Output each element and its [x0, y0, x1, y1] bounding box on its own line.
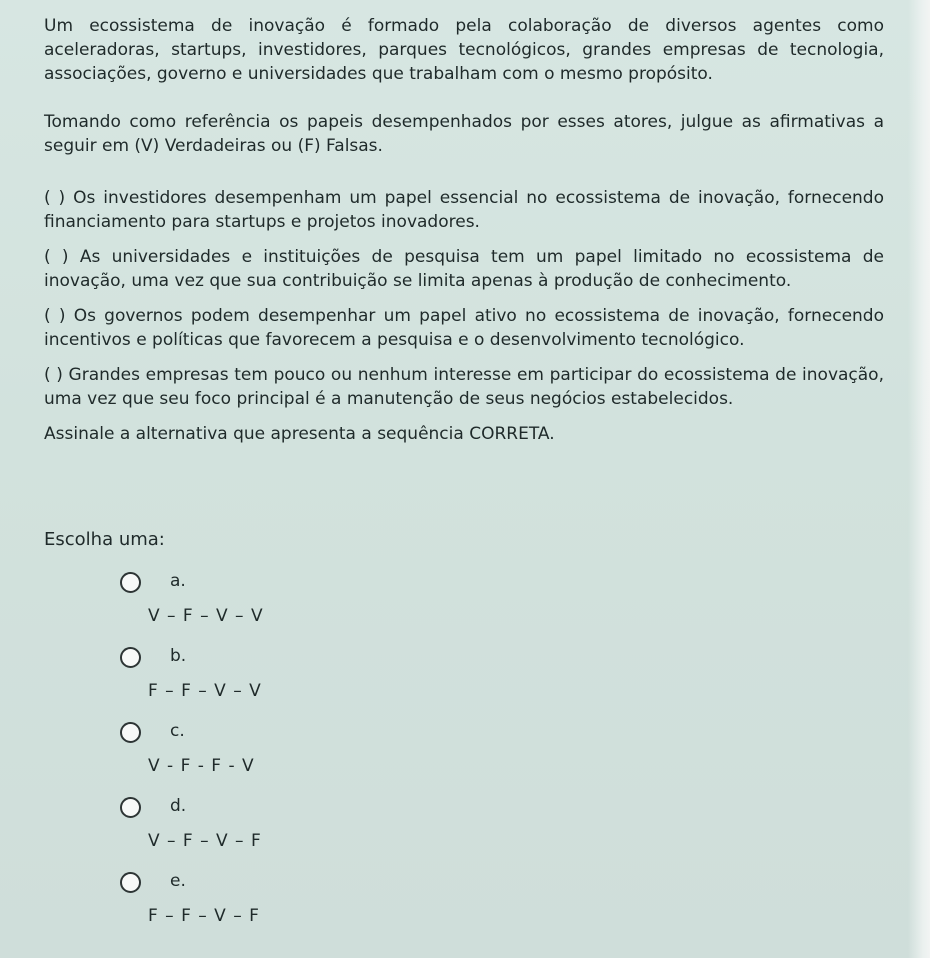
option-text: V - F - F - V [148, 756, 255, 776]
radio-button[interactable] [120, 722, 141, 743]
option-letter: a. [170, 571, 186, 591]
radio-button[interactable] [120, 572, 141, 593]
radio-button[interactable] [120, 872, 141, 893]
option-letter: b. [170, 646, 187, 666]
statement-item: ( ) Grandes empresas tem pouco ou nenhum interesse em participar do ecossistema de inovação, uma vez que seu foco principal é a manutenção de seus negócios estabelecidos. [44, 365, 884, 409]
statement-list [44, 186, 884, 411]
radio-button[interactable] [120, 797, 141, 818]
question-instruction: Tomando como referência os papeis desempenhados por esses atores, julgue as afirmativas a seguir em (V) Verdadeiras ou (F) Falsas. [44, 112, 884, 156]
option-text: V – F – V – F [148, 831, 262, 851]
choices-prompt: Escolha uma: [44, 529, 165, 550]
statement-item: ( ) Os governos podem desempenhar um papel ativo no ecossistema de inovação, fornecendo incentivos e políticas que favorecem a pesquisa e o desenvolvimento tecnológico. [44, 306, 884, 350]
question-text [44, 8, 884, 446]
option-b[interactable] [120, 647, 620, 722]
question-intro: Um ecossistema de inovação é formado pela colaboração de diversos agentes como aceleradoras, startups, investidores, parques tecnológicos, grandes empresas de tecnologia, associações, governo e universidades que trabalham com o mesmo propósito. [44, 16, 884, 84]
final-instruction: Assinale a alternativa que apresenta a sequência CORRETA. [44, 424, 555, 444]
option-a[interactable] [120, 572, 620, 647]
option-d[interactable] [120, 797, 620, 872]
option-e[interactable] [120, 872, 620, 947]
answer-options [120, 572, 620, 947]
option-text: V – F – V – V [148, 606, 264, 626]
option-c[interactable] [120, 722, 620, 797]
radio-button[interactable] [120, 647, 141, 668]
option-text: F – F – V – F [148, 906, 260, 926]
statement-item: ( ) Os investidores desempenham um papel essencial no ecossistema de inovação, fornecendo financiamento para startups e projetos inovadores. [44, 188, 884, 232]
option-letter: e. [170, 871, 186, 891]
option-text: F – F – V – V [148, 681, 262, 701]
option-letter: d. [170, 796, 187, 816]
statement-item: ( ) As universidades e instituições de pesquisa tem um papel limitado no ecossistema de inovação, uma vez que sua contribuição se limita apenas à produção de conhecimento. [44, 247, 884, 291]
option-letter: c. [170, 721, 185, 741]
